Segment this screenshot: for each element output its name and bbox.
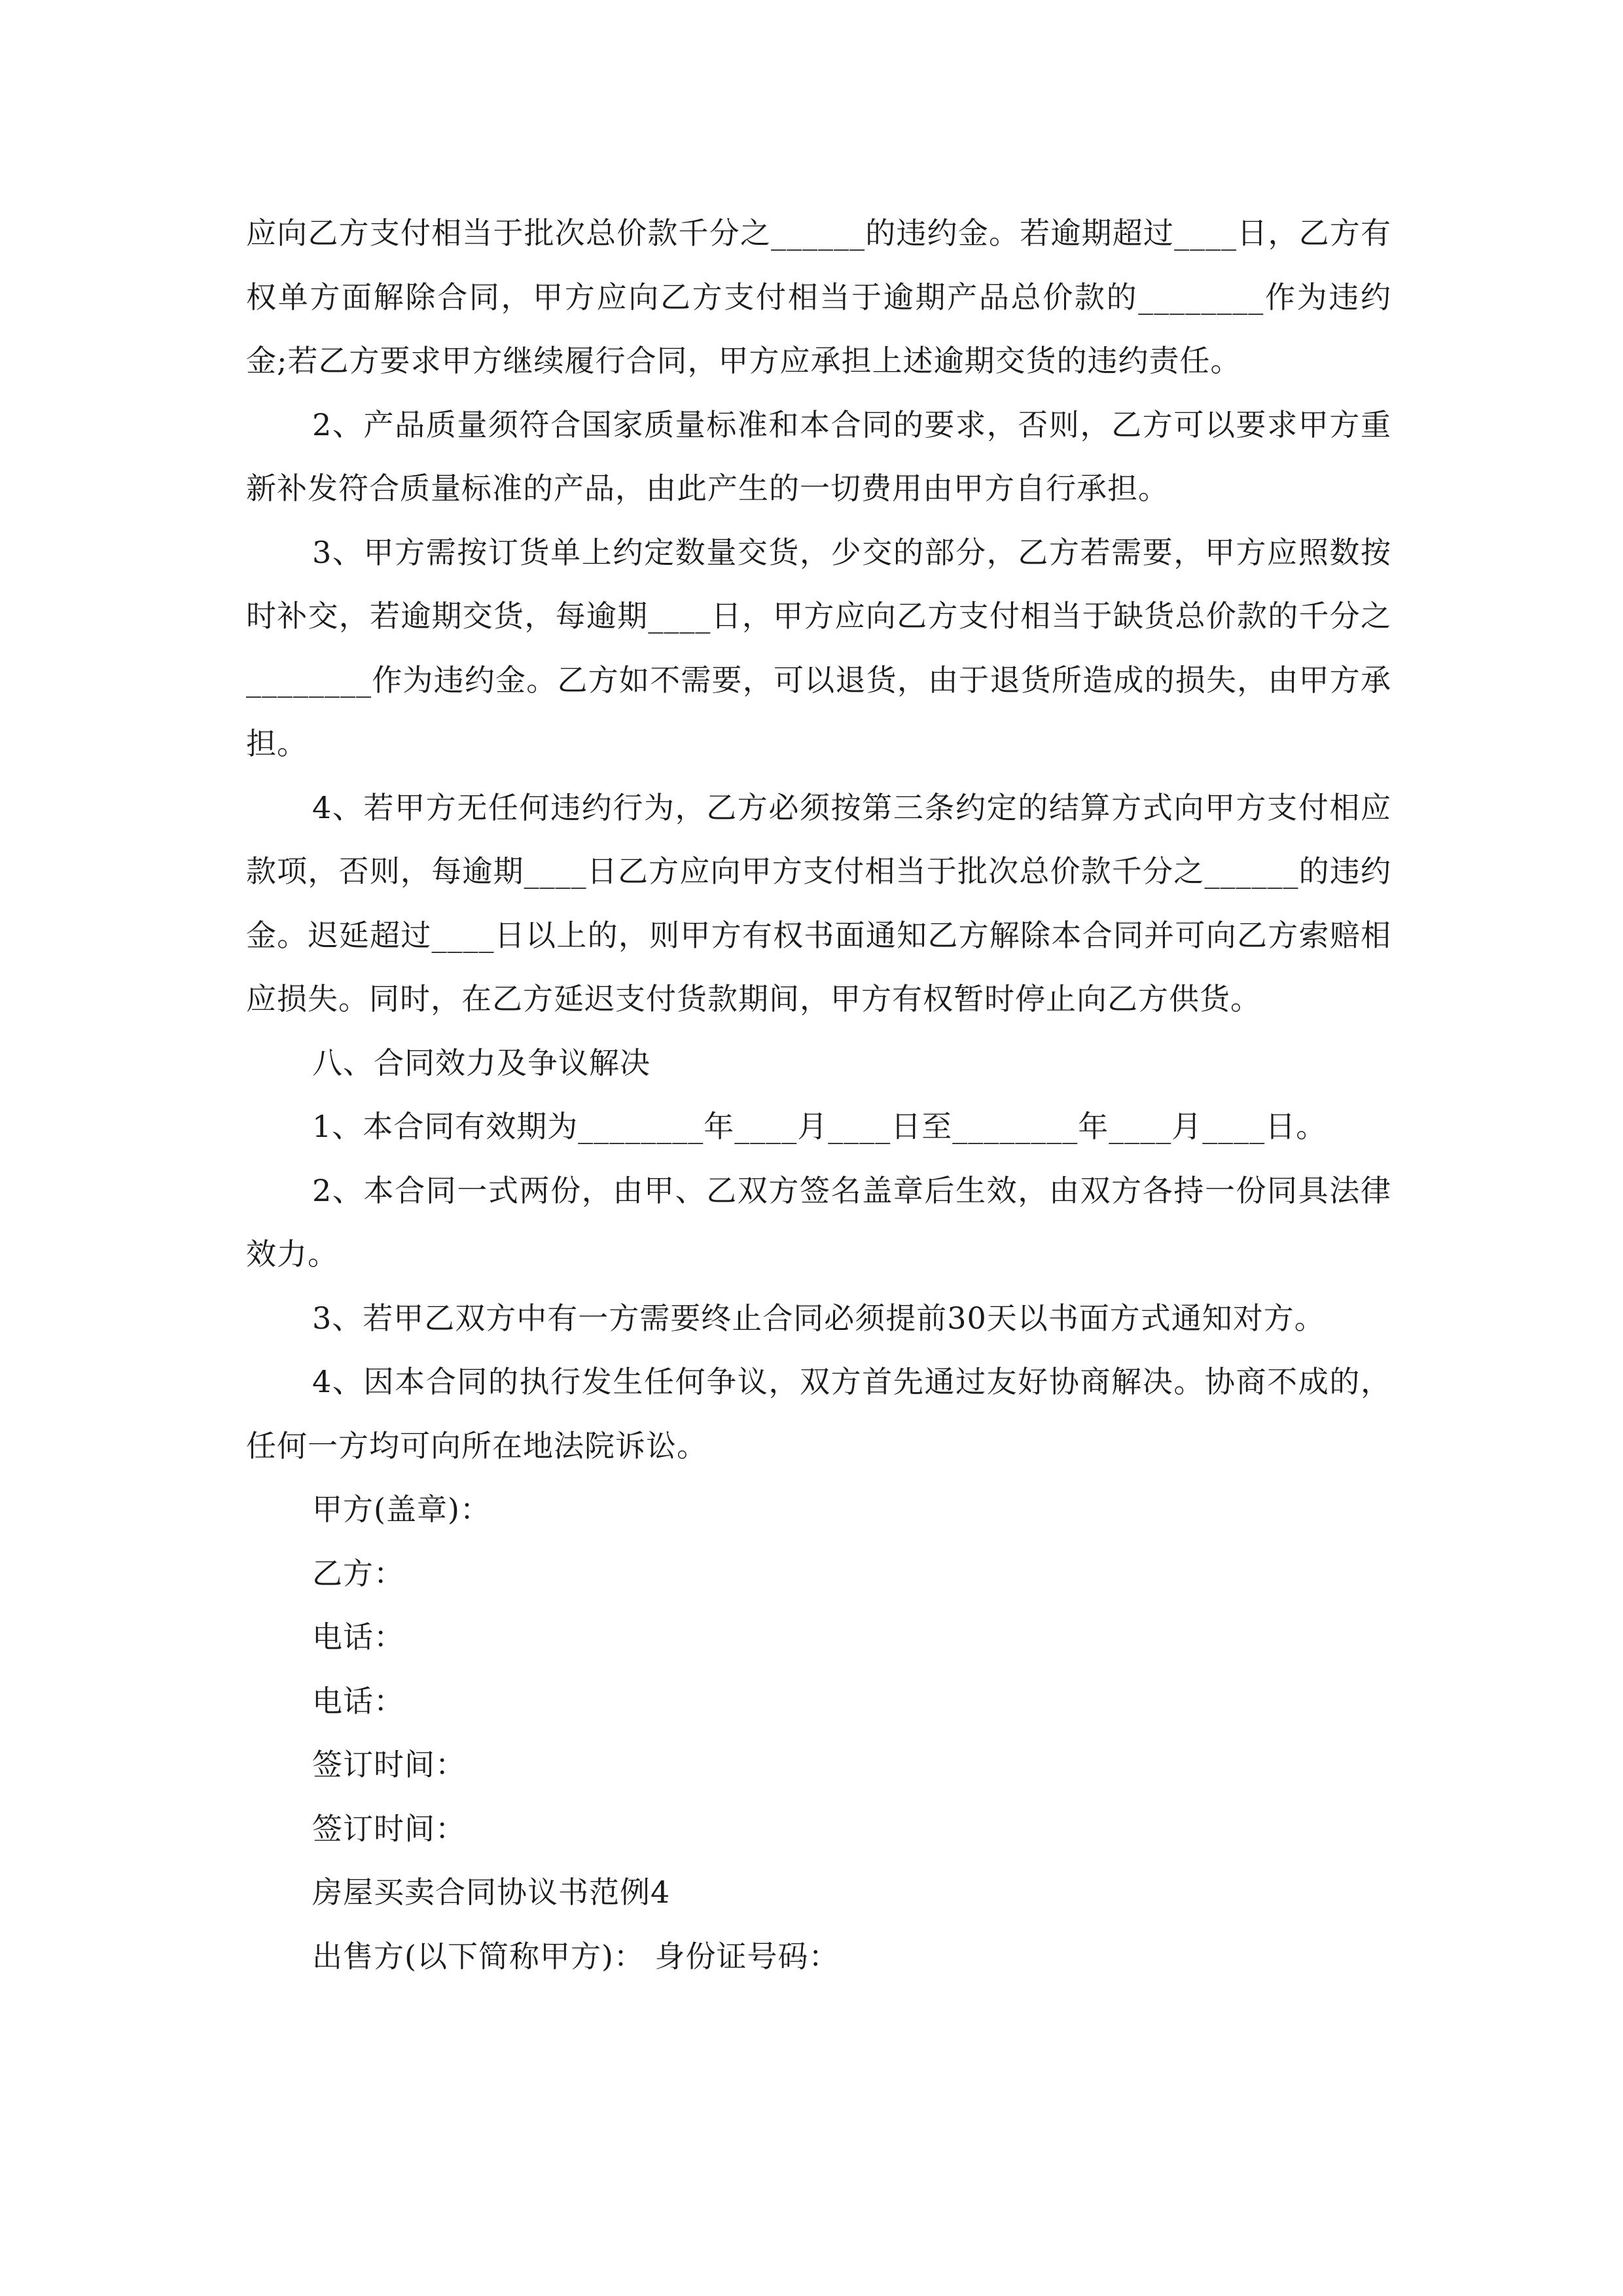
section-heading-validity: 八、合同效力及争议解决 [312, 1045, 651, 1081]
phone-party-a: 电话： [312, 1619, 404, 1655]
paragraph-clause-3-quantity: 3、甲方需按订货单上约定数量交货，少交的部分，乙方若需要，甲方应照数按时补交，若逾期交货，每逾期____日，甲方应向乙方支付相当于缺货总价款的千分之________作为违约金。乙方如不需要，可以退货，由于退货所造成的损失，由甲方承担。 [246, 534, 1391, 761]
paragraph-penalty-continued: 应向乙方支付相当于批次总价款千分之______的违约金。若逾期超过____日，乙方有权单方面解除合同，甲方应向乙方支付相当于逾期产品总价款的________作为违约金;若乙方要求甲方继续履行合同，甲方应承担上述逾期交货的违约责任。 [246, 215, 1391, 378]
phone-party-b: 电话： [312, 1683, 404, 1719]
paragraph-clause-4-payment: 4、若甲方无任何违约行为，乙方必须按第三条约定的结算方式向甲方支付相应款项，否则，每逾期____日乙方应向甲方支付相当于批次总价款千分之______的违约金。迟延超过____日以上的，则甲方有权书面通知乙方解除本合同并可向乙方索赔相应损失。同时，在乙方延迟支付货款期间，甲方有权暂时停止向乙方供货。 [246, 789, 1392, 1016]
signature-party-b: 乙方： [312, 1555, 404, 1591]
sign-date-a: 签订时间： [312, 1747, 466, 1782]
paragraph-clause-2-quality: 2、产品质量须符合国家质量标准和本合同的要求，否则，乙方可以要求甲方重新补发符合质量标准的产品，由此产生的一切费用由甲方自行承担。 [246, 406, 1391, 506]
paragraph-copies: 2、本合同一式两份，由甲、乙双方签名盖章后生效，由双方各持一份同具法律效力。 [246, 1172, 1391, 1272]
paragraph-dispute: 4、因本合同的执行发生任何争议，双方首先通过友好协商解决。协商不成的，任何一方均可向所在地法院诉讼。 [246, 1364, 1391, 1463]
sign-date-b: 签订时间： [312, 1810, 466, 1846]
paragraph-validity-period: 1、本合同有效期为________年____月____日至________年____月____日。 [312, 1109, 1327, 1144]
document-body [246, 202, 1391, 1988]
seller-line: 出售方(以下简称甲方)： 身份证号码： [312, 1938, 840, 1974]
next-contract-title: 房屋买卖合同协议书范例4 [312, 1874, 671, 1910]
signature-party-a: 甲方(盖章)： [312, 1492, 491, 1527]
paragraph-termination: 3、若甲乙双方中有一方需要终止合同必须提前30天以书面方式通知对方。 [312, 1300, 1325, 1336]
